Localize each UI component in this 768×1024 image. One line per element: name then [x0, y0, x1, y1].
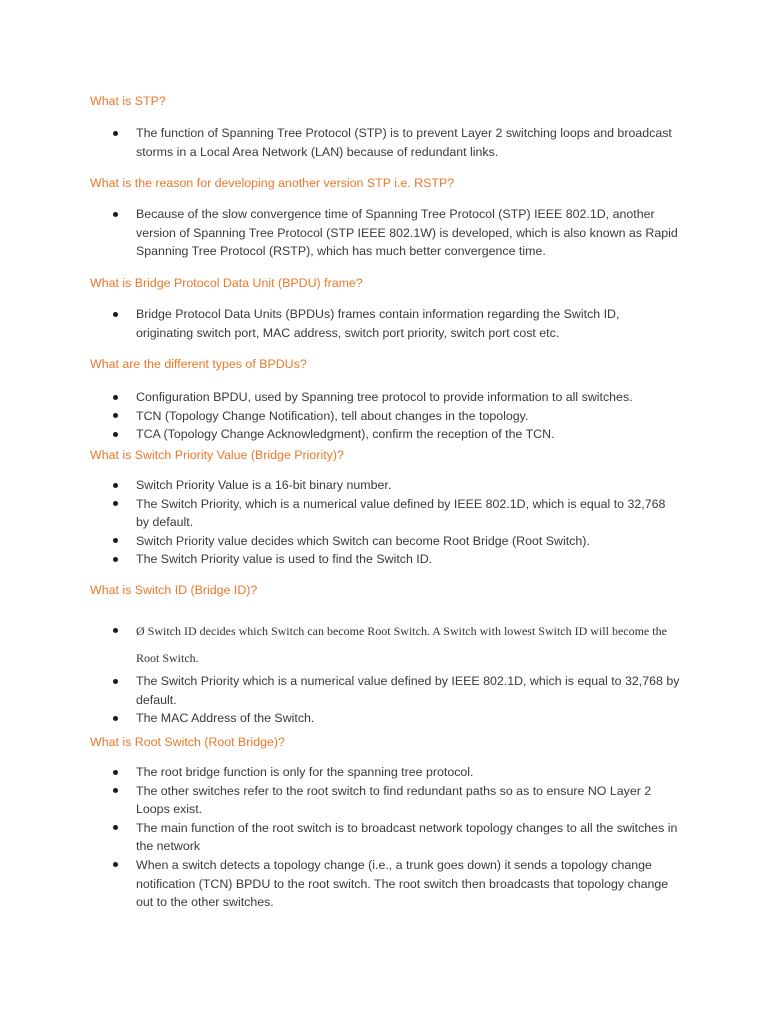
- list-item: [0, 532, 768, 551]
- list-item: [0, 618, 768, 672]
- list-item-text: The MAC Address of the Switch.: [136, 711, 315, 726]
- list-item: [0, 124, 768, 161]
- list-root-switch: [0, 763, 768, 912]
- bullet-icon: [113, 788, 118, 793]
- list-switch-id: [0, 618, 768, 728]
- heading-switch-priority-value: What is Switch Priority Value (Bridge Priority)?: [90, 448, 344, 462]
- bullet-icon: [113, 825, 118, 830]
- bullet-icon: [113, 432, 118, 437]
- list-item-text: Switch Priority Value is a 16-bit binary number.: [136, 478, 392, 492]
- list-item: [0, 856, 768, 912]
- list-item-text: The function of Spanning Tree Protocol (STP) is to prevent Layer 2 switching loops and broadcast storms in a Local Area Network (LAN) because of redundant links.: [136, 126, 672, 159]
- list-what-is-bpdu: [0, 305, 768, 342]
- list-item: [0, 425, 768, 444]
- bullet-icon: [113, 212, 118, 217]
- list-item-text: When a switch detects a topology change (i.e., a trunk goes down) it sends a topology change notification (TCN) BPDU to the root switch. The root switch then broadcasts that topology change out to the other switches.: [136, 857, 669, 910]
- list-item-text: The root bridge function is only for the spanning tree protocol.: [136, 765, 474, 779]
- list-item-text: The Switch Priority value is used to find the Switch ID.: [136, 552, 433, 567]
- bullet-icon: [113, 862, 118, 867]
- heading-switch-id: What is Switch ID (Bridge ID)?: [90, 583, 258, 597]
- list-what-is-stp: [0, 124, 768, 161]
- list-types-of-bpdus: [0, 388, 768, 444]
- bullet-icon: [113, 131, 118, 136]
- list-item: [0, 495, 768, 532]
- heading-types-of-bpdus: What are the different types of BPDUs?: [90, 357, 307, 371]
- list-item-text: Configuration BPDU, used by Spanning tree protocol to provide information to all switches.: [136, 390, 633, 404]
- bullet-icon: [113, 557, 118, 562]
- bullet-icon: [113, 413, 118, 418]
- bullet-icon: [113, 628, 118, 633]
- bullet-icon: [113, 395, 118, 400]
- list-item-text: The Switch Priority, which is a numerical value defined by IEEE 802.1D, which is equal to 32,768 by default.: [136, 496, 666, 530]
- list-item-text: The other switches refer to the root switch to find redundant paths so as to ensure NO Layer 2 Loops exist.: [136, 783, 652, 817]
- list-item: [0, 305, 768, 342]
- list-item-text: TCN (Topology Change Notification), tell about changes in the topology.: [136, 408, 529, 423]
- list-item: [0, 388, 768, 407]
- heading-root-switch: What is Root Switch (Root Bridge)?: [90, 735, 285, 749]
- list-item: [0, 763, 768, 782]
- list-item-text: Ø Switch ID decides which Switch can become Root Switch. A Switch with lowest Switch ID will become the Root Switch.: [136, 624, 667, 665]
- list-item: [0, 709, 768, 728]
- heading-reason-for-rstp: What is the reason for developing another version STP i.e. RSTP?: [90, 176, 455, 190]
- bullet-icon: [113, 679, 118, 684]
- bullet-icon: [113, 770, 118, 775]
- bullet-icon: [113, 312, 118, 317]
- bullet-icon: [113, 716, 118, 721]
- bullet-icon: [113, 483, 118, 488]
- list-item-text: Bridge Protocol Data Units (BPDUs) frames contain information regarding the Switch ID, originating switch port, MAC address, switch port priority, switch port cost etc.: [136, 307, 620, 340]
- bullet-icon: [113, 538, 118, 543]
- bullet-icon: [113, 501, 118, 506]
- list-item: [0, 782, 768, 819]
- list-item-text: Because of the slow convergence time of Spanning Tree Protocol (STP) IEEE 802.1D, another version of Spanning Tree Protocol (STP IEEE 802.1W) is developed, which is also known as Rapid Spanning Tree Protocol (RSTP), which has much better convergence time.: [136, 207, 678, 259]
- list-reason-for-rstp: [0, 205, 768, 261]
- list-item-text: Switch Priority value decides which Switch can become Root Bridge (Root Switch).: [136, 533, 590, 548]
- heading-what-is-bpdu: What is Bridge Protocol Data Unit (BPDU) frame?: [90, 276, 363, 290]
- list-item-text: The Switch Priority which is a numerical value defined by IEEE 802.1D, which is equal to 32,768 by default.: [136, 674, 680, 707]
- list-item: [0, 407, 768, 426]
- list-switch-priority-value: [0, 476, 768, 569]
- heading-what-is-stp: What is STP?: [90, 94, 166, 108]
- list-item-text: The main function of the root switch is to broadcast network topology changes to all the switches in the network: [136, 820, 678, 854]
- list-item: [0, 550, 768, 569]
- list-item: [0, 205, 768, 261]
- list-item: [0, 672, 768, 709]
- list-item-text: TCA (Topology Change Acknowledgment), confirm the reception of the TCN.: [136, 427, 555, 442]
- list-item: [0, 819, 768, 856]
- list-item: [0, 476, 768, 495]
